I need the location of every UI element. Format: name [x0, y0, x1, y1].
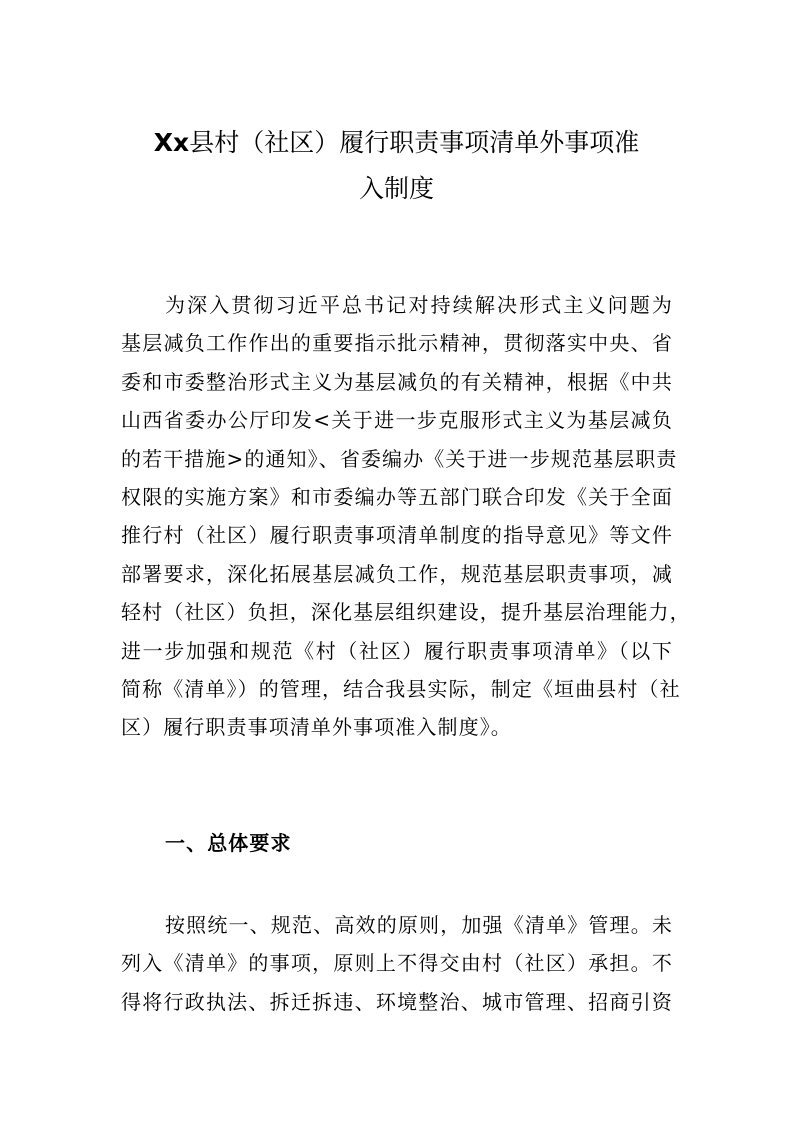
paragraph-line: 为深入贯彻习近平总书记对持续解决形式主义问题为	[165, 293, 673, 317]
paragraph-line: 区）履行职责事项清单外事项准入制度》。	[121, 715, 512, 740]
title-line-2: 入制度	[358, 174, 434, 203]
paragraph-line: 基层减负工作作出的重要指示批示精神，贯彻落实中央、省	[121, 331, 673, 356]
document-title	[110, 120, 683, 212]
title-line-1	[110, 120, 683, 166]
paragraph-intro	[121, 286, 691, 747]
paragraph-line: 部署要求，深化拓展基层减负工作，规范基层职责事项，减	[121, 561, 673, 586]
paragraph-line: 推行村（社区）履行职责事项清单制度的指导意见》等文件	[121, 523, 673, 548]
paragraph-line: 山西省委办公厅印发<关于进一步克服形式主义为基层减负	[121, 408, 673, 433]
paragraph-line: 权限的实施方案》和市委编办等五部门联合印发《关于全面	[121, 485, 673, 510]
paragraph-line: 列入《清单》的事项，原则上不得交由村（社区）承担。不	[121, 951, 673, 976]
section-heading-general-requirements: 一、总体要求	[165, 831, 292, 855]
title-line-1-text: 县村（社区）履行职责事项清单外事项准	[189, 128, 640, 157]
paragraph-line: 简称《清单》）的管理，结合我县实际，制定《垣曲县村（社	[121, 677, 681, 702]
paragraph-line: 的若干措施>的通知》、省委编办《关于进一步规范基层职责	[121, 446, 678, 471]
title-lead: Xx	[153, 128, 190, 157]
paragraph-line: 进一步加强和规范《村（社区）履行职责事项清单》（以下	[121, 638, 673, 663]
paragraph-line: 按照统一、规范、高效的原则，加强《清单》管理。未	[165, 913, 673, 937]
paragraph-line: 得将行政执法、拆迁拆违、环境整治、城市管理、招商引资	[121, 989, 673, 1014]
paragraph-line: 轻村（社区）负担，深化基层组织建设，提升基层治理能力，	[121, 600, 691, 625]
paragraph-line: 委和市委整治形式主义为基层减负的有关精神，根据《中共	[121, 369, 673, 394]
paragraph-general-requirements	[121, 906, 673, 1021]
